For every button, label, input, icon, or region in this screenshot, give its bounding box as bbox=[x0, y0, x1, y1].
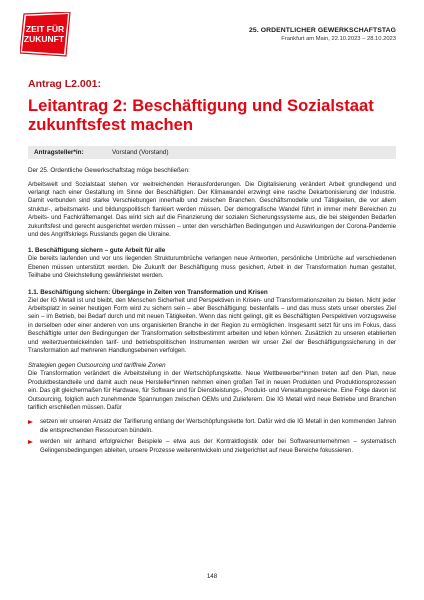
paragraph-outsourcing: Die Transformation verändert die Arbeitsteilung in der Wertschöpfungskette. Neue Wettbewerber*innen treten auf den Plan, neue Produktbestandteile und damit auch neue Hersteller*innen nehmen einen großen Teil in neuen Produkten und Produktionsprozessen ein. Das gilt gleichermaßen für Hardware, für Software und für Dienstleistungs-, Produkt- und Verwaltungsbereiche. Eine Folge davon ist Outsourcing, folglich auch zunehmende Spannungen zwischen OEMs und Zulieferern. Die IG Metall wird neue Betriebe und Branchen tariflich erschließen müssen. Dafür bbox=[28, 370, 396, 412]
paragraph-challenges: Arbeitswelt und Sozialstaat stehen vor weitreichenden Herausforderungen. Die Digitalisierung verändert Arbeit grundlegend und verlangt nach einer Gestaltung im Sinne der Beschäftigten. Der Klimawandel erzwingt eine rasche Dekarbonisierung der Industrie. Damit verbunden sind starke Verschiebungen innerhalb und zwischen Branchen. Geschäftsmodelle und Tätigkeiten, die vor allem struktur-, arbeitsmarkt- und bildungspolitisch flankiert werden müssen. Der demografische Wandel führt in immer mehr Bereichen zu Arbeits- und Fachkräftemangel. Das wirkt sich auf die Finanzierung der sozialen Sicherungssysteme aus, die bei steigenden Bedarfen zukunftsfest und gerecht ausgerichtet werden müssen – unter den verschärften Bedingungen und Auswirkungen der Corona-Pandemie und des Angriffskriegs Russlands gegen die Ukraine. bbox=[28, 180, 396, 238]
list-item bbox=[28, 418, 396, 435]
motion-number: Antrag L2.001: bbox=[28, 78, 101, 90]
page-number: 148 bbox=[206, 573, 218, 580]
italic-subheading: Strategien gegen Outsourcing und tariffreie Zonen bbox=[28, 362, 166, 370]
paragraph-section-1: Die bereits laufenden und vor uns liegenden Strukturumbrüche verlangen neue Antworten, persönliche Umbrüche auf verschiedenen Ebenen müssen unterstützt werden. Die Zukunft der Beschäftigung muss gesichert, Arbeit in der Transformation human gestaltet, Teilhabe und Gleichstellung gewährleistet werden. bbox=[28, 255, 396, 280]
motion-content bbox=[28, 78, 396, 455]
list-item bbox=[28, 438, 396, 455]
bullet-list bbox=[28, 418, 396, 455]
paragraph-section-1-1: Ziel der IG Metall ist und bleibt, den Menschen Sicherheit und Perspektiven in Krisen- und Transformationszeiten zu bieten. Nicht jeder Arbeitsplatz in seiner heutigen Form wird zu sichern sein – aber Beschäftigung: bestenfalls – und das muss stets unser oberstes Ziel sein – im Betrieb, bei Bedarf durch und mit neuen Tätigkeiten. Wenn das nicht gelingt, gilt es Beschäftigten Perspektiven vorzugsweise in derselben oder einer anderen von uns organisierten Branche in der Region zu ermöglichen. Insgesamt setzt für uns im Fokus, dass Beschäftigte unter den Bedingungen der Transformation selbstbestimmt arbeiten und leben können. Zusätzlich zu unseren etablierten und weiterzuentwickelnden tarif- und betriebspolitischen Instrumenten werden wir unser Ziel der Beschäftigungssicherung in der Transformation auf mehreren Handlungsebenen verfolgen. bbox=[28, 296, 396, 354]
logo-line2: ZUKUNFT bbox=[23, 34, 65, 44]
motion-title: Leitantrag 2: Beschäftigung und Sozialstaat zukunftsfest machen bbox=[28, 96, 374, 134]
section-heading-1-1: 1.1. Beschäftigung sichern: Übergänge in Zeiten von Transformation und Krisen bbox=[28, 288, 268, 296]
triangle-bullet-icon bbox=[28, 420, 33, 424]
applicant-label: Antragsteller*in: bbox=[34, 148, 84, 156]
resolution-intro: Der 25. Ordentliche Gewerkschaftstag möge beschließen: bbox=[28, 166, 190, 174]
bullet-text: werden wir anhand erfolgreicher Beispiele – etwa aus der Kontraktlogistik oder bei Softwareunternehmen – systematisch Gelingensbedingungen ableiten, unsere Prozesse weiterentwickeln und zielgerichtet auf neue Bereiche fokussieren. bbox=[40, 438, 396, 454]
congress-date: Frankfurt am Main, 22.10.2023 – 28.10.2023 bbox=[281, 36, 396, 42]
applicant-value: Vorstand (Vorstand) bbox=[112, 148, 169, 156]
logo-badge-icon bbox=[20, 12, 72, 58]
zeit-fuer-zukunft-logo bbox=[20, 12, 72, 58]
applicant-row bbox=[28, 146, 396, 159]
congress-header bbox=[249, 27, 396, 42]
triangle-bullet-icon bbox=[28, 440, 33, 444]
section-heading-1: 1. Beschäftigung sichern – gute Arbeit für alle bbox=[28, 247, 166, 255]
bullet-text: setzen wir unseren Ansatz der Tarifierung entlang der Wertschöpfungskette fort. Dafür wird die IG Metall in den kommenden Jahren die entsprechenden Ressourcen bündeln. bbox=[40, 418, 396, 434]
congress-title: 25. ORDENTLICHER GEWERKSCHAFTSTAG bbox=[248, 27, 396, 34]
logo-line1: ZEIT FÜR bbox=[25, 24, 65, 34]
